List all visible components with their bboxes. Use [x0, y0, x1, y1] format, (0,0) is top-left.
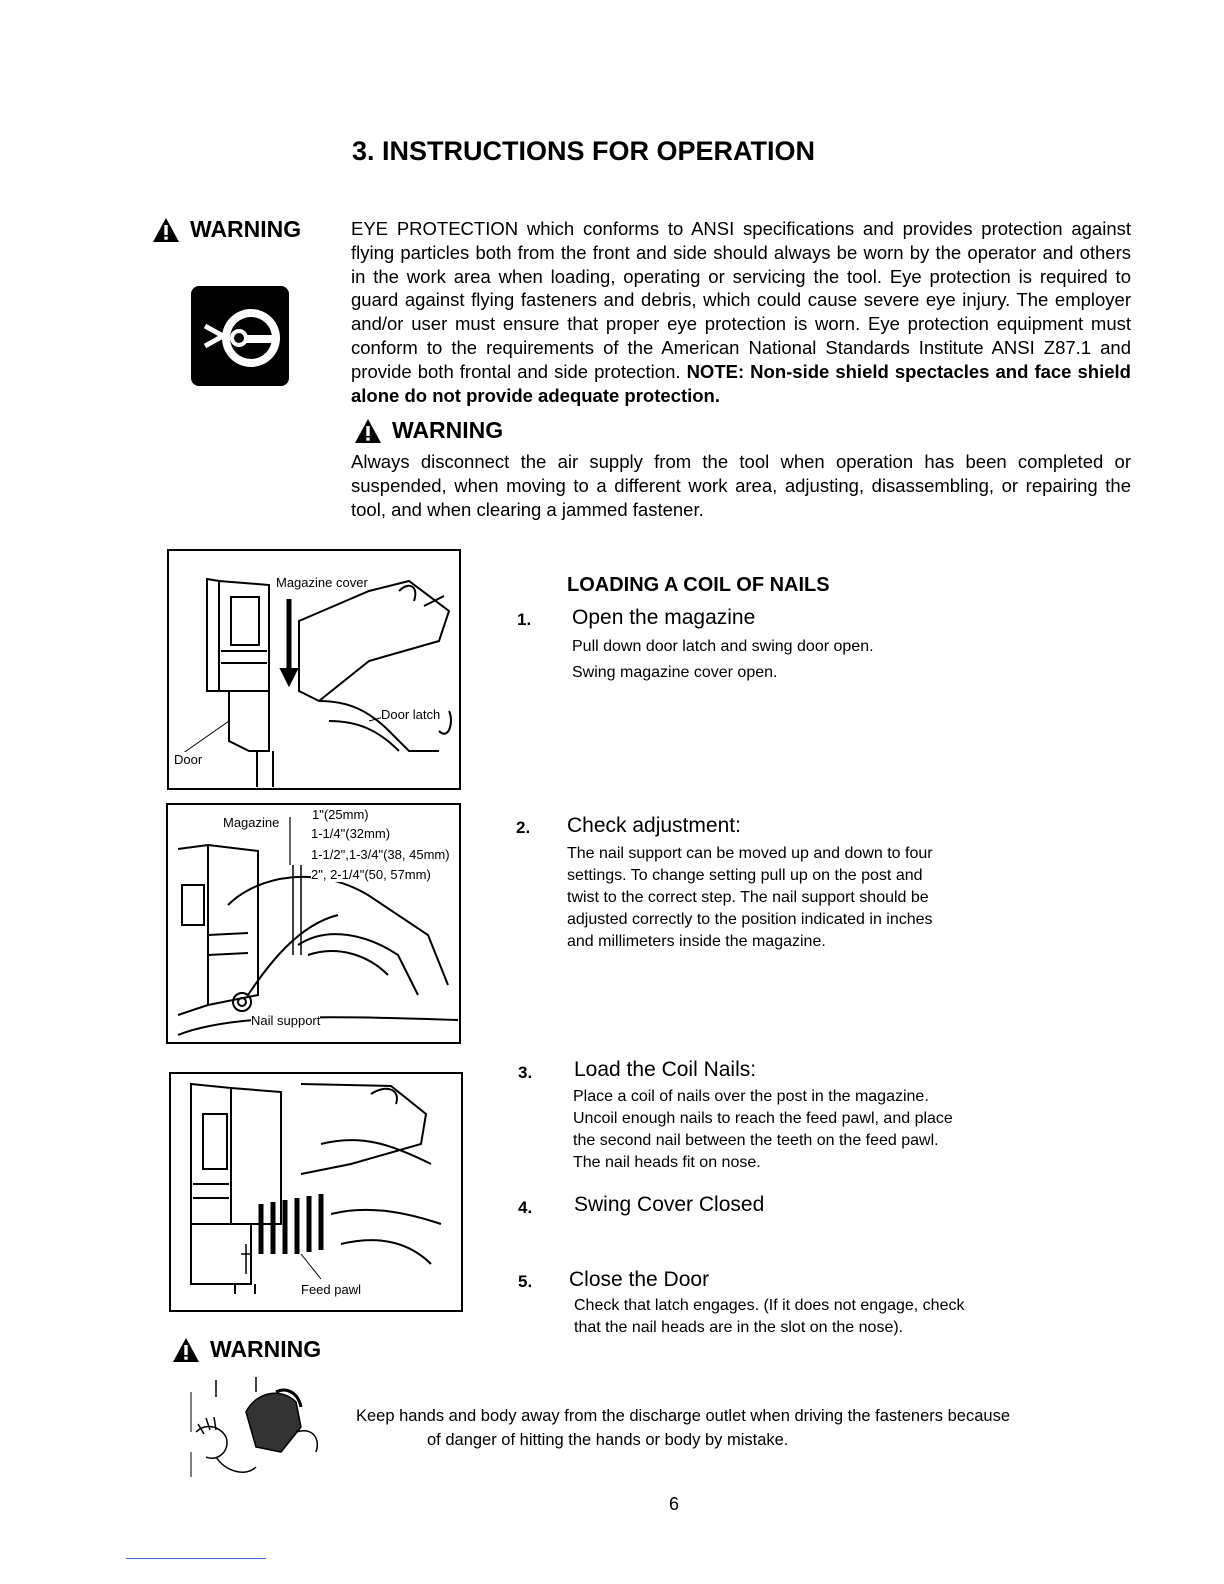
label-magazine-cover: Magazine cover	[276, 575, 368, 590]
figure-open-magazine	[167, 549, 461, 790]
warning-triangle-icon	[152, 217, 180, 243]
step-5-body: Check that latch engages. (If it does not engage, check that the nail heads are in the slot on the nose).	[574, 1297, 965, 1336]
step-5-title: Close the Door	[569, 1268, 710, 1291]
warning-label: WARNING	[210, 1336, 322, 1362]
step-2-number: 2.	[516, 818, 531, 837]
hands-warning-text: Keep hands and body away from the discharge outlet when driving the fasteners because of danger of hitting the hands or body by mistake.	[356, 1407, 1010, 1449]
step-2-title: Check adjustment:	[567, 814, 741, 837]
footer-rule	[126, 1558, 266, 1559]
page-number: 6	[669, 1494, 680, 1514]
step-4-title: Swing Cover Closed	[574, 1193, 765, 1216]
label-door: Door	[174, 752, 203, 767]
warning-heading	[152, 216, 301, 243]
step-3-title: Load the Coil Nails:	[574, 1058, 757, 1081]
warning-triangle-icon	[354, 418, 382, 444]
step-2-body: The nail support can be moved up and down to four settings. To change setting pull up on the post and twist to the correct step. The nail support should be adjusted correctly to the position indicated in inches and millimeters inside the magazine.	[567, 845, 933, 950]
label-feed-pawl: Feed pawl	[301, 1282, 361, 1297]
figure-check-adjustment	[166, 803, 461, 1044]
eye-protection-icon	[191, 286, 289, 386]
disconnect-warning-text: Always disconnect the air supply from the tool when operation has been completed or suspended, when moving to a different work area, adjusting, disassembling, or repairing the tool, and when clearing a jammed fastener.	[351, 451, 1131, 520]
warning-label: WARNING	[392, 417, 504, 443]
step-5-number: 5.	[518, 1272, 533, 1291]
label-magazine: Magazine	[223, 815, 280, 830]
warning-label: WARNING	[190, 216, 302, 242]
label-setting-2: 1-1/4"(32mm)	[311, 826, 391, 841]
step-3-body: Place a coil of nails over the post in the magazine. Uncoil enough nails to reach the feed pawl, and place the second nail between the teeth on the feed pawl. The nail heads fit on nose.	[573, 1088, 953, 1171]
label-setting-1: 1"(25mm)	[312, 807, 369, 822]
step-1-title: Open the magazine	[572, 606, 756, 629]
label-nail-support: Nail support	[251, 1013, 321, 1028]
step-4-number: 4.	[518, 1198, 533, 1217]
section-title: LOADING A COIL OF NAILS	[567, 574, 830, 596]
warning-triangle-icon	[172, 1337, 200, 1363]
label-setting-4: 2", 2-1/4"(50, 57mm)	[311, 867, 431, 882]
warning-heading-2	[354, 417, 503, 444]
warning-heading-3	[172, 1336, 321, 1363]
label-setting-3: 1-1/2",1-3/4"(38, 45mm)	[311, 847, 450, 862]
figure-load-coil	[169, 1072, 463, 1312]
step-1-body: Pull down door latch and swing door open. Swing magazine cover open.	[572, 638, 874, 681]
step-1-number: 1.	[517, 610, 532, 629]
step-3-number: 3.	[518, 1063, 533, 1082]
page-title: 3. INSTRUCTIONS FOR OPERATION	[352, 136, 816, 166]
eye-protection-text: EYE PROTECTION which conforms to ANSI specifications and provides protection against flying particles both from the front and side should always be worn by the operator and others in the work area when loading, operating or servicing the tool. Eye protection is required to guard against flying fasteners and debris, which could cause severe eye injury. The employer and/or user must ensure that proper eye protection is worn. Eye protection equipment must conform to the requirements of the American National Standards Institute ANSI Z87.1 and provide both frontal and side protection. NOTE: Non-side shield spectacles and face shield alone do not provide adequate protection.	[351, 218, 1131, 406]
hands-warning-illustration	[186, 1372, 326, 1484]
label-door-latch: Door latch	[381, 707, 441, 722]
